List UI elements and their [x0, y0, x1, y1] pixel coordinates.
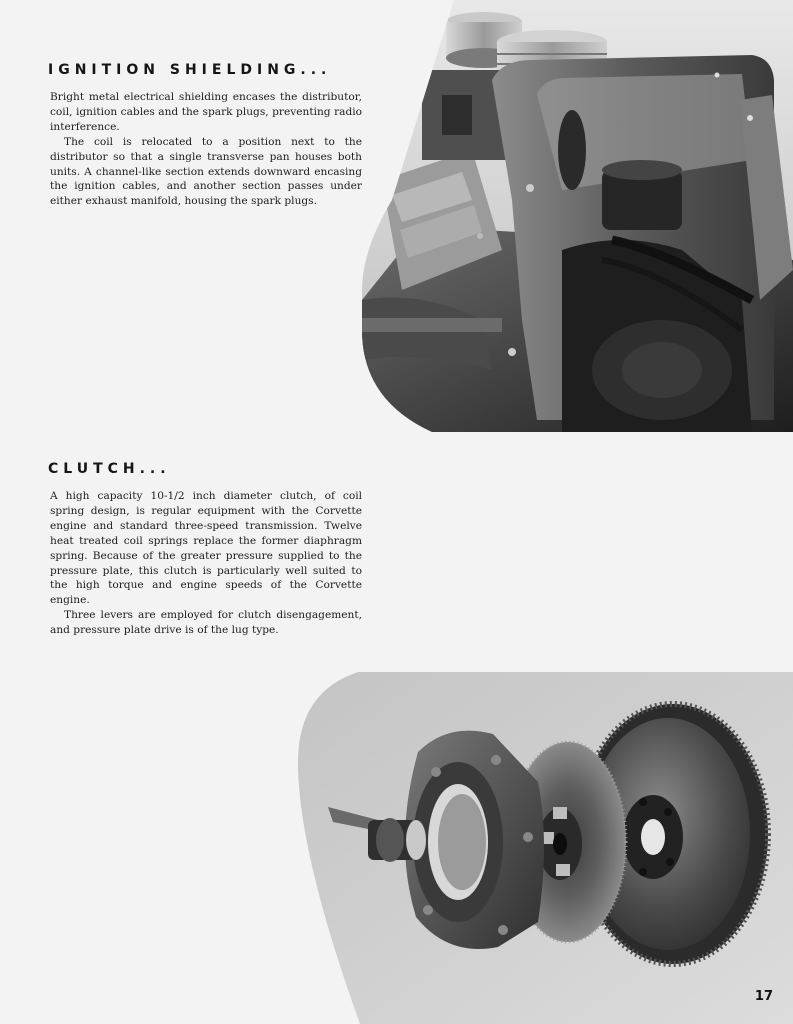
clutch-heading: CLUTCH... [48, 461, 171, 477]
clutch-body [50, 489, 362, 638]
clutch-paragraph-2: Three levers are employed for clutch disengagement, and pressure plate drive is of the lug type. [50, 609, 362, 637]
ignition-body [50, 90, 362, 209]
engine-ignition-shielding-photo [362, 0, 793, 432]
ignition-paragraph-2: The coil is relocated to a position next to the distributor so that a single transverse pan houses both units. A channel-like section extends downward encasing the ignition cables, and another section passes under either exhaust manifold, housing the spark plugs. [50, 135, 362, 208]
ignition-heading: IGNITION SHIELDING... [48, 62, 332, 78]
clutch-assembly-photo [298, 672, 793, 1024]
clutch-paragraph-1: A high capacity 10-1/2 inch diameter clutch, of coil spring design, is regular equipment with the Corvette engine and standard three-speed transmission. Twelve heat treated coil springs replace the former diaphragm spring. Because of the greater pressure supplied to the pressure plate, this clutch is particularly well suited to the high torque and engine speeds of the Corvette engine. [50, 490, 362, 607]
ignition-paragraph-1: Bright metal electrical shielding encases the distributor, coil, ignition cables and the spark plugs, preventing radio interference. [50, 91, 362, 133]
page-number: 17 [754, 989, 773, 1004]
